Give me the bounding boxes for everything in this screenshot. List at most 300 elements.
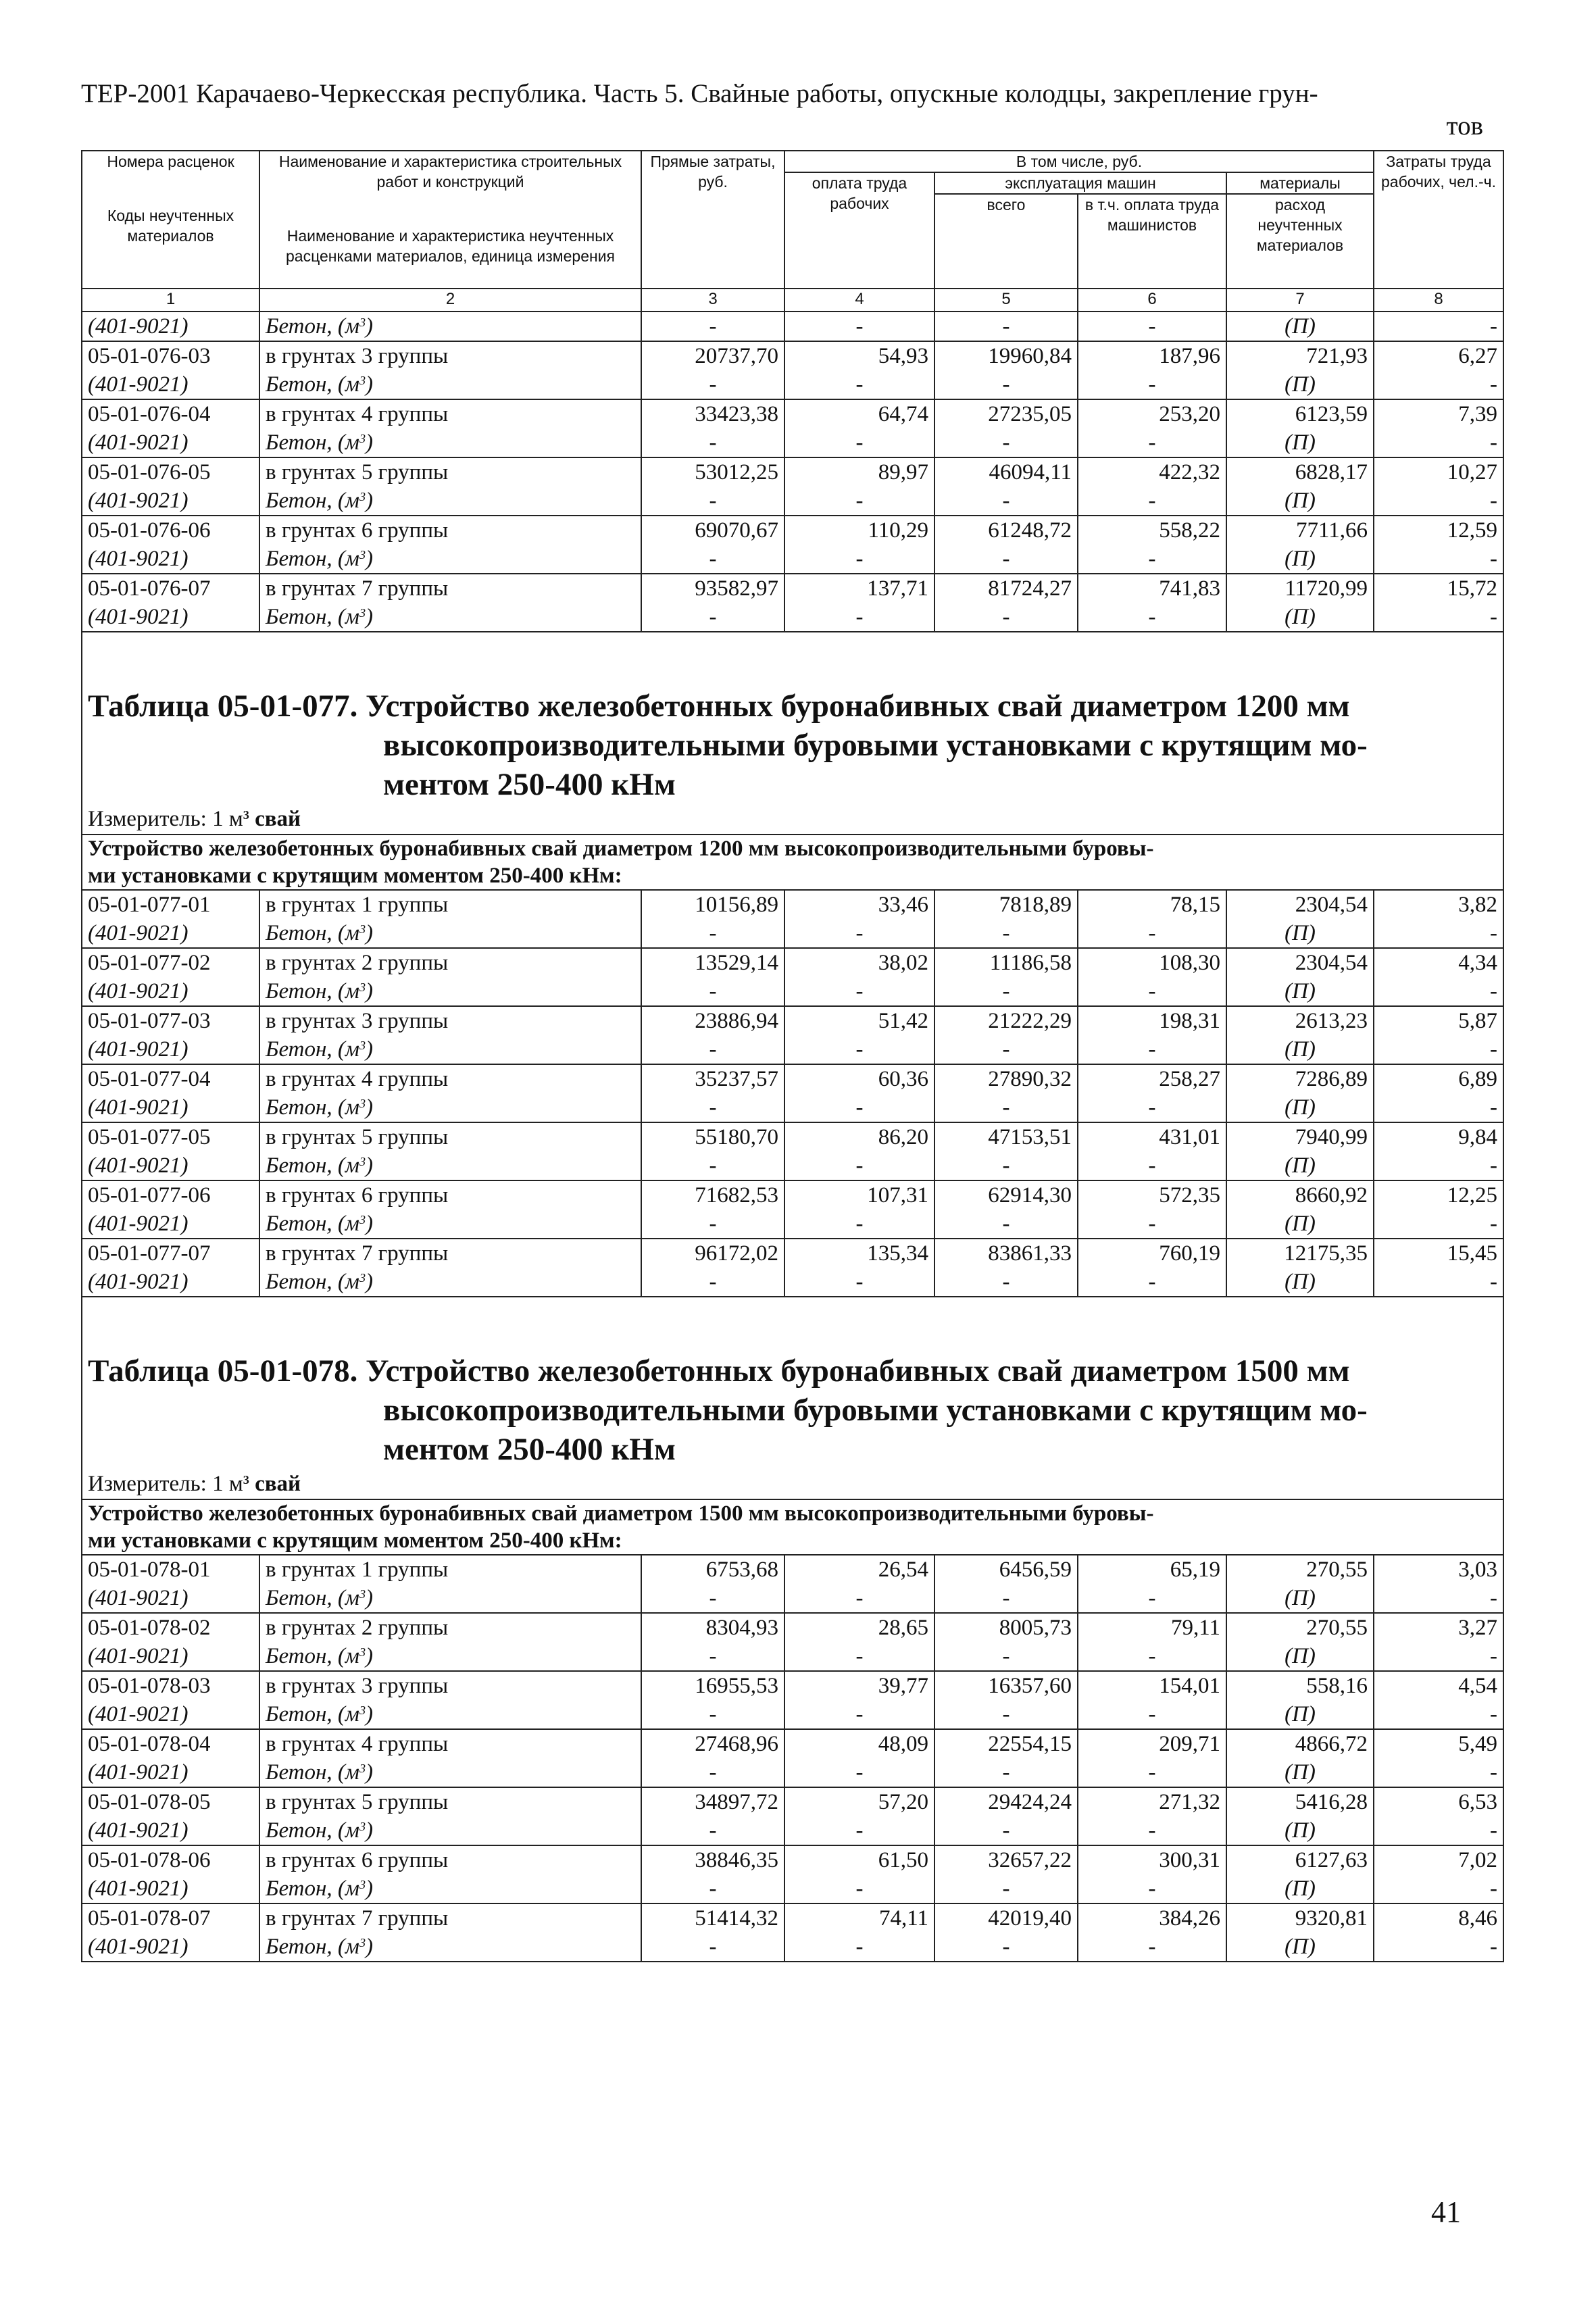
labor-cost: 26,54 <box>784 1555 934 1584</box>
material-row <box>82 545 1503 574</box>
material-unit-sup: 3 <box>359 1703 366 1718</box>
material-row <box>82 428 1503 457</box>
measure-tail: свай <box>249 1472 301 1496</box>
dash-cell: - <box>1374 1151 1503 1180</box>
materials-cost: 11720,99 <box>1226 574 1374 603</box>
material-name <box>259 312 641 341</box>
material-flag: (П) <box>1226 1816 1374 1845</box>
labor-hours: 7,02 <box>1374 1845 1503 1874</box>
rate-row <box>82 516 1503 545</box>
dash-cell: - <box>934 977 1078 1006</box>
material-name <box>259 428 641 457</box>
dash-cell: - <box>784 1642 934 1671</box>
rate-code: 05-01-077-02 <box>82 948 259 977</box>
rate-code: 05-01-077-06 <box>82 1180 259 1210</box>
dash-cell: - <box>1374 1933 1503 1962</box>
dash-cell: - <box>1374 603 1503 632</box>
section-heading-line: Устройство железобетонных буронабивных свай диаметром 1200 мм высокопроизводительными буровы- <box>88 837 1154 861</box>
material-row <box>82 1268 1503 1297</box>
material-name <box>259 1642 641 1671</box>
dash-cell: - <box>784 428 934 457</box>
dash-cell: - <box>1078 545 1226 574</box>
machines-cost: 8005,73 <box>934 1613 1078 1642</box>
material-unit-sup: 3 <box>359 1155 366 1169</box>
machines-cost: 62914,30 <box>934 1180 1078 1210</box>
material-row <box>82 1642 1503 1671</box>
dash-cell: - <box>641 370 784 399</box>
labor-cost: 57,20 <box>784 1787 934 1816</box>
material-flag: (П) <box>1226 1642 1374 1671</box>
dash-cell: - <box>784 919 934 948</box>
rate-code: 05-01-076-06 <box>82 516 259 545</box>
dash-cell: - <box>1078 1268 1226 1297</box>
direct-cost: 6753,68 <box>641 1555 784 1584</box>
operators-cost: 760,19 <box>1078 1239 1226 1268</box>
table-title-line: ментом 250-400 кНм <box>383 767 676 802</box>
dash-cell: - <box>641 919 784 948</box>
material-code: (401-9021) <box>82 1642 259 1671</box>
material-flag: (П) <box>1226 1151 1374 1180</box>
material-unit-close: ) <box>366 1095 374 1120</box>
dash-cell: - <box>1374 1035 1503 1064</box>
dash-cell: - <box>1078 1933 1226 1962</box>
material-name-text: Бетон, (м <box>266 1935 359 1959</box>
material-unit-close: ) <box>366 1270 374 1294</box>
materials-cost: 6127,63 <box>1226 1845 1374 1874</box>
material-code: (401-9021) <box>82 312 259 341</box>
material-code: (401-9021) <box>82 603 259 632</box>
material-unit-close: ) <box>366 1644 374 1668</box>
column-index-cell: 3 <box>641 289 784 312</box>
operators-cost: 79,11 <box>1078 1613 1226 1642</box>
dash-cell: - <box>1374 1268 1503 1297</box>
material-name-text: Бетон, (м <box>266 314 359 339</box>
section-row <box>82 835 1503 890</box>
material-name <box>259 1210 641 1239</box>
direct-cost: 33423,38 <box>641 399 784 428</box>
materials-cost: 9320,81 <box>1226 1903 1374 1933</box>
dash-cell: - <box>641 487 784 516</box>
material-unit-sup: 3 <box>359 374 366 388</box>
section-row <box>82 1499 1503 1555</box>
dash-cell: - <box>1374 1210 1503 1239</box>
material-flag: (П) <box>1226 1874 1374 1903</box>
dash-cell: - <box>934 919 1078 948</box>
labor-hours: 9,84 <box>1374 1122 1503 1151</box>
rate-row <box>82 1671 1503 1700</box>
material-unit-close: ) <box>366 605 374 629</box>
materials-cost: 4866,72 <box>1226 1729 1374 1758</box>
dash-cell: - <box>1374 1093 1503 1122</box>
material-unit-sup: 3 <box>359 980 366 995</box>
running-header: ТЕР-2001 Карачаево-Черкесская республика. Часть 5. Свайные работы, опускные колодцы, закрепление грун- <box>81 79 1318 108</box>
material-flag: (П) <box>1226 312 1374 341</box>
material-unit-sup: 3 <box>359 1645 366 1660</box>
dash-cell: - <box>1078 1093 1226 1122</box>
labor-cost: 110,29 <box>784 516 934 545</box>
dash-cell: - <box>784 1584 934 1613</box>
dash-cell: - <box>1374 428 1503 457</box>
dash-cell: - <box>934 1700 1078 1729</box>
column-index-row <box>82 289 1503 312</box>
operators-cost: 108,30 <box>1078 948 1226 977</box>
measure-text: Измеритель: 1 м <box>88 807 243 831</box>
dash-cell: - <box>784 1816 934 1845</box>
material-unit-close: ) <box>366 1212 374 1236</box>
material-flag: (П) <box>1226 1700 1374 1729</box>
table-title <box>82 1351 1503 1469</box>
labor-cost: 48,09 <box>784 1729 934 1758</box>
rate-code: 05-01-078-02 <box>82 1613 259 1642</box>
material-code: (401-9021) <box>82 1758 259 1787</box>
material-unit-close: ) <box>366 547 374 571</box>
material-row <box>82 1151 1503 1180</box>
measure-unit <box>82 804 1503 835</box>
gap-row <box>82 632 1503 687</box>
dash-cell: - <box>641 1816 784 1845</box>
machines-cost: 6456,59 <box>934 1555 1078 1584</box>
material-unit-sup: 3 <box>359 1936 366 1950</box>
material-row <box>82 977 1503 1006</box>
operators-cost: 209,71 <box>1078 1729 1226 1758</box>
materials-cost: 2613,23 <box>1226 1006 1374 1035</box>
machines-cost: 16357,60 <box>934 1671 1078 1700</box>
rate-code: 05-01-078-06 <box>82 1845 259 1874</box>
material-name <box>259 370 641 399</box>
dash-cell: - <box>934 1210 1078 1239</box>
material-name <box>259 545 641 574</box>
column-index-cell: 2 <box>259 289 641 312</box>
material-unit-sup: 3 <box>359 490 366 504</box>
material-name <box>259 1151 641 1180</box>
material-flag: (П) <box>1226 370 1374 399</box>
rate-code: 05-01-077-05 <box>82 1122 259 1151</box>
material-name <box>259 919 641 948</box>
operators-cost: 258,27 <box>1078 1064 1226 1093</box>
section-heading-line: ми установками с крутящим моментом 250-400 кНм: <box>88 1528 622 1553</box>
operators-cost: 198,31 <box>1078 1006 1226 1035</box>
material-code: (401-9021) <box>82 1933 259 1962</box>
dash-cell: - <box>934 545 1078 574</box>
rate-name: в грунтах 5 группы <box>259 457 641 487</box>
rate-name: в грунтах 7 группы <box>259 1239 641 1268</box>
material-unit-close: ) <box>366 1760 374 1785</box>
rate-code: 05-01-076-05 <box>82 457 259 487</box>
col-codes-header: Номера расценок Коды неучтенных материалов <box>82 151 259 289</box>
rate-name: в грунтах 6 группы <box>259 1845 641 1874</box>
dash-cell: - <box>784 1210 934 1239</box>
machines-cost: 27235,05 <box>934 399 1078 428</box>
dash-cell: - <box>784 370 934 399</box>
dash-cell: - <box>641 1933 784 1962</box>
col-name-header: Наименование и характеристика строительных работ и конструкций Наименование и характеристика неучтенных расценками материалов, единица измерения <box>259 151 641 289</box>
col-labor-header: оплата труда рабочих <box>784 172 934 289</box>
material-flag: (П) <box>1226 919 1374 948</box>
dash-cell: - <box>934 1093 1078 1122</box>
dash-cell: - <box>641 1700 784 1729</box>
material-code: (401-9021) <box>82 370 259 399</box>
rate-row <box>82 399 1503 428</box>
materials-cost: 7940,99 <box>1226 1122 1374 1151</box>
material-row <box>82 312 1503 341</box>
material-name-text: Бетон, (м <box>266 1212 359 1236</box>
direct-cost: 20737,70 <box>641 341 784 370</box>
dash-cell: - <box>1374 312 1503 341</box>
dash-cell: - <box>784 1093 934 1122</box>
operators-cost: 558,22 <box>1078 516 1226 545</box>
material-unit-sup: 3 <box>359 1587 366 1601</box>
rate-code: 05-01-076-04 <box>82 399 259 428</box>
rate-code: 05-01-078-05 <box>82 1787 259 1816</box>
rate-code: 05-01-078-04 <box>82 1729 259 1758</box>
rate-name: в грунтах 2 группы <box>259 1613 641 1642</box>
material-name-text: Бетон, (м <box>266 1818 359 1843</box>
material-unit-close: ) <box>366 1935 374 1959</box>
dash-cell: - <box>1374 1758 1503 1787</box>
dash-cell: - <box>1078 603 1226 632</box>
material-row <box>82 1035 1503 1064</box>
material-name-text: Бетон, (м <box>266 1586 359 1610</box>
dash-cell: - <box>1374 1816 1503 1845</box>
materials-cost: 2304,54 <box>1226 890 1374 919</box>
machines-cost: 21222,29 <box>934 1006 1078 1035</box>
material-code: (401-9021) <box>82 1151 259 1180</box>
dash-cell: - <box>934 1151 1078 1180</box>
measure-sup: 3 <box>243 808 249 822</box>
material-unit-close: ) <box>366 1037 374 1062</box>
labor-cost: 74,11 <box>784 1903 934 1933</box>
material-unit-sup: 3 <box>359 1820 366 1834</box>
material-row <box>82 370 1503 399</box>
material-flag: (П) <box>1226 1210 1374 1239</box>
rate-name: в грунтах 4 группы <box>259 399 641 428</box>
direct-cost: 16955,53 <box>641 1671 784 1700</box>
col-operators-header: в т.ч. оплата труда машинистов <box>1078 194 1226 289</box>
rate-name: в грунтах 5 группы <box>259 1122 641 1151</box>
dash-cell: - <box>641 1035 784 1064</box>
material-row <box>82 1816 1503 1845</box>
rate-row <box>82 1903 1503 1933</box>
material-code: (401-9021) <box>82 545 259 574</box>
dash-cell: - <box>934 603 1078 632</box>
dash-cell: - <box>1374 545 1503 574</box>
labor-hours: 5,49 <box>1374 1729 1503 1758</box>
material-row <box>82 1758 1503 1787</box>
table-title-line: Таблица 05-01-077. Устройство железобетонных буронабивных свай диаметром 1200 мм <box>88 689 1350 724</box>
material-name-text: Бетон, (м <box>266 979 359 1003</box>
direct-cost: 10156,89 <box>641 890 784 919</box>
dash-cell: - <box>1078 1700 1226 1729</box>
materials-cost: 7286,89 <box>1226 1064 1374 1093</box>
dash-cell: - <box>934 1758 1078 1787</box>
rate-row <box>82 1122 1503 1151</box>
rate-code: 05-01-077-04 <box>82 1064 259 1093</box>
material-name <box>259 1700 641 1729</box>
materials-cost: 2304,54 <box>1226 948 1374 977</box>
page-number: 41 <box>1431 2195 1461 2229</box>
dash-cell: - <box>934 312 1078 341</box>
material-row <box>82 1700 1503 1729</box>
material-name <box>259 1874 641 1903</box>
rate-row <box>82 1787 1503 1816</box>
section-heading <box>82 835 1503 890</box>
labor-cost: 86,20 <box>784 1122 934 1151</box>
gap-row <box>82 1297 1503 1351</box>
operators-cost: 154,01 <box>1078 1671 1226 1700</box>
col-materials-header: расход неучтенных материалов <box>1226 194 1374 289</box>
rate-row <box>82 574 1503 603</box>
material-row <box>82 1933 1503 1962</box>
material-unit-close: ) <box>366 314 374 339</box>
material-unit-close: ) <box>366 1586 374 1610</box>
measure-unit <box>82 1469 1503 1499</box>
materials-cost: 558,16 <box>1226 1671 1374 1700</box>
measure-sup: 3 <box>243 1473 249 1487</box>
direct-cost: 71682,53 <box>641 1180 784 1210</box>
materials-cost: 7711,66 <box>1226 516 1374 545</box>
dash-cell: - <box>1374 1642 1503 1671</box>
material-name-text: Бетон, (м <box>266 921 359 945</box>
material-row <box>82 603 1503 632</box>
dash-cell: - <box>1374 370 1503 399</box>
labor-hours: 3,03 <box>1374 1555 1503 1584</box>
material-unit-close: ) <box>366 1702 374 1726</box>
material-unit-close: ) <box>366 921 374 945</box>
labor-hours: 8,46 <box>1374 1903 1503 1933</box>
direct-cost: 35237,57 <box>641 1064 784 1093</box>
material-unit-close: ) <box>366 430 374 455</box>
dash-cell: - <box>784 603 934 632</box>
materials-cost: 270,55 <box>1226 1613 1374 1642</box>
gap-cell <box>82 1297 1503 1351</box>
material-unit-close: ) <box>366 1153 374 1178</box>
dash-cell: - <box>641 977 784 1006</box>
labor-hours: 3,82 <box>1374 890 1503 919</box>
direct-cost: 38846,35 <box>641 1845 784 1874</box>
rate-name: в грунтах 3 группы <box>259 341 641 370</box>
materials-cost: 6828,17 <box>1226 457 1374 487</box>
direct-cost: 53012,25 <box>641 457 784 487</box>
dash-cell: - <box>934 428 1078 457</box>
material-row <box>82 487 1503 516</box>
rate-row <box>82 890 1503 919</box>
dash-cell: - <box>1078 1816 1226 1845</box>
direct-cost: 96172,02 <box>641 1239 784 1268</box>
direct-cost: 13529,14 <box>641 948 784 977</box>
operators-cost: 187,96 <box>1078 341 1226 370</box>
dash-cell: - <box>1078 1758 1226 1787</box>
rate-name: в грунтах 4 группы <box>259 1729 641 1758</box>
labor-hours: 4,54 <box>1374 1671 1503 1700</box>
labor-cost: 51,42 <box>784 1006 934 1035</box>
rate-code: 05-01-077-07 <box>82 1239 259 1268</box>
labor-hours: 6,27 <box>1374 341 1503 370</box>
dash-cell: - <box>934 1642 1078 1671</box>
dash-cell: - <box>641 1758 784 1787</box>
gap-cell <box>82 632 1503 687</box>
material-code: (401-9021) <box>82 1816 259 1845</box>
section-heading <box>82 1499 1503 1555</box>
dash-cell: - <box>784 487 934 516</box>
rate-row <box>82 1006 1503 1035</box>
operators-cost: 65,19 <box>1078 1555 1226 1584</box>
dash-cell: - <box>934 1268 1078 1297</box>
material-unit-sup: 3 <box>359 1039 366 1053</box>
operators-cost: 78,15 <box>1078 890 1226 919</box>
material-name-text: Бетон, (м <box>266 1037 359 1062</box>
labor-cost: 54,93 <box>784 341 934 370</box>
machines-cost: 19960,84 <box>934 341 1078 370</box>
labor-cost: 28,65 <box>784 1613 934 1642</box>
dash-cell: - <box>641 1093 784 1122</box>
dash-cell: - <box>641 1642 784 1671</box>
material-unit-sup: 3 <box>359 548 366 562</box>
rate-row <box>82 457 1503 487</box>
rate-code: 05-01-078-03 <box>82 1671 259 1700</box>
material-code: (401-9021) <box>82 1268 259 1297</box>
material-flag: (П) <box>1226 1093 1374 1122</box>
dash-cell: - <box>934 1816 1078 1845</box>
labor-cost: 89,97 <box>784 457 934 487</box>
rate-name: в грунтах 2 группы <box>259 948 641 977</box>
rates-table <box>81 150 1504 1962</box>
rate-name: в грунтах 3 группы <box>259 1006 641 1035</box>
material-flag: (П) <box>1226 487 1374 516</box>
material-code: (401-9021) <box>82 977 259 1006</box>
material-name <box>259 1035 641 1064</box>
table-title-line: высокопроизводительными буровыми установками с крутящим мо- <box>383 728 1368 763</box>
dash-cell: - <box>1078 370 1226 399</box>
column-index-cell: 8 <box>1374 289 1503 312</box>
machines-cost: 61248,72 <box>934 516 1078 545</box>
material-name <box>259 1268 641 1297</box>
labor-cost: 64,74 <box>784 399 934 428</box>
dash-cell: - <box>641 1874 784 1903</box>
machines-cost: 29424,24 <box>934 1787 1078 1816</box>
material-name <box>259 603 641 632</box>
col-machines-header: эксплуатация машин <box>934 172 1226 194</box>
material-flag: (П) <box>1226 1268 1374 1297</box>
rate-row <box>82 1613 1503 1642</box>
dash-cell: - <box>1374 977 1503 1006</box>
direct-cost: 8304,93 <box>641 1613 784 1642</box>
material-name-text: Бетон, (м <box>266 1270 359 1294</box>
col-incl-header: В том числе, руб. <box>784 151 1374 172</box>
material-unit-sup: 3 <box>359 1213 366 1227</box>
rate-code: 05-01-077-01 <box>82 890 259 919</box>
running-header-tail: тов <box>1446 111 1483 141</box>
rate-code: 05-01-077-03 <box>82 1006 259 1035</box>
rate-row <box>82 1180 1503 1210</box>
rate-code: 05-01-078-07 <box>82 1903 259 1933</box>
rate-name: в грунтах 5 группы <box>259 1787 641 1816</box>
measure-row <box>82 1469 1503 1499</box>
material-flag: (П) <box>1226 1035 1374 1064</box>
table-title-line: ментом 250-400 кНм <box>383 1432 676 1467</box>
material-name-text: Бетон, (м <box>266 1876 359 1901</box>
table-title-line: Таблица 05-01-078. Устройство железобетонных буронабивных свай диаметром 1500 мм <box>88 1353 1350 1389</box>
machines-cost: 47153,51 <box>934 1122 1078 1151</box>
material-unit-sup: 3 <box>359 1878 366 1892</box>
material-name <box>259 977 641 1006</box>
material-name <box>259 1816 641 1845</box>
col-machines-total-header: всего <box>934 194 1078 289</box>
rate-code: 05-01-078-01 <box>82 1555 259 1584</box>
dash-cell: - <box>1078 1035 1226 1064</box>
material-name-text: Бетон, (м <box>266 1760 359 1785</box>
rate-row <box>82 341 1503 370</box>
col-hours-header: Затраты труда рабочих, чел.-ч. <box>1374 151 1503 289</box>
